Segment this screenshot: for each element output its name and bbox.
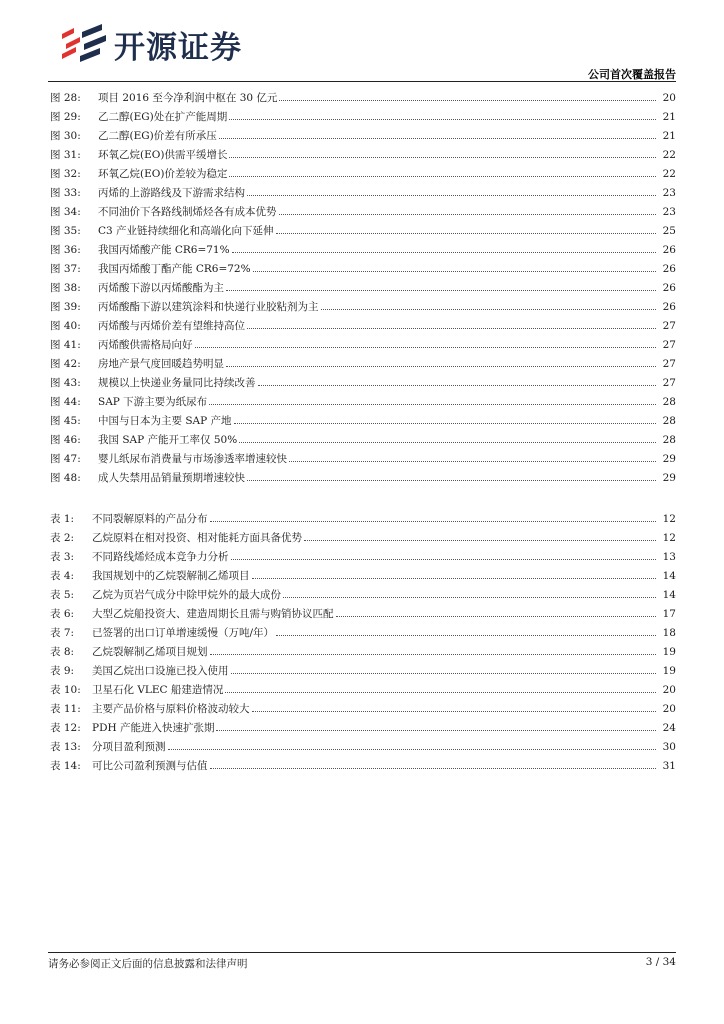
toc-title: 乙二醇(EG)处在扩产能周期 bbox=[98, 111, 228, 123]
toc-page: 28 bbox=[662, 396, 676, 408]
toc-label: 图 34: bbox=[50, 206, 81, 218]
toc-leader bbox=[247, 479, 656, 481]
toc-leader bbox=[229, 175, 656, 177]
toc-title: 美国乙烷出口设施已投入使用 bbox=[92, 665, 229, 677]
toc-label: 表 4: bbox=[50, 570, 75, 582]
toc-page: 31 bbox=[662, 760, 676, 772]
toc-page: 17 bbox=[662, 608, 676, 620]
toc-label: 表 2: bbox=[50, 532, 75, 544]
toc-title: 乙烷裂解制乙烯项目规划 bbox=[92, 646, 208, 658]
toc-title: 规模以上快递业务量同比持续改善 bbox=[98, 377, 256, 389]
toc-page: 28 bbox=[662, 415, 676, 427]
toc-entry[interactable] bbox=[50, 700, 676, 719]
toc-title: 我国 SAP 产能开工率仅 50% bbox=[98, 434, 238, 446]
toc-entry[interactable] bbox=[50, 336, 676, 355]
toc-leader bbox=[258, 384, 657, 386]
toc-entry[interactable] bbox=[50, 355, 676, 374]
footer-divider bbox=[48, 952, 676, 953]
toc-label: 图 32: bbox=[50, 168, 81, 180]
toc-leader bbox=[239, 441, 656, 443]
toc-entry[interactable] bbox=[50, 643, 676, 662]
toc-page: 19 bbox=[662, 665, 676, 677]
toc-leader bbox=[232, 251, 656, 253]
toc-label: 图 35: bbox=[50, 225, 81, 237]
brand-mark-icon bbox=[58, 22, 110, 66]
toc-entry[interactable] bbox=[50, 393, 676, 412]
toc-title: 大型乙烷船投资大、建造周期长且需与购销协议匹配 bbox=[92, 608, 334, 620]
toc-label: 表 10: bbox=[50, 684, 81, 696]
toc-page: 24 bbox=[662, 722, 676, 734]
toc-title: 我国丙烯酸丁酯产能 CR6=72% bbox=[98, 263, 251, 275]
toc-page: 26 bbox=[662, 301, 676, 313]
toc-title: 房地产景气度回暖趋势明显 bbox=[98, 358, 224, 370]
report-type-label: 公司首次覆盖报告 bbox=[588, 68, 676, 81]
toc-label: 图 38: bbox=[50, 282, 81, 294]
toc-title: 丙烯的上游路线及下游需求结构 bbox=[98, 187, 245, 199]
toc-page: 20 bbox=[662, 92, 676, 104]
toc-title: SAP 下游主要为纸尿布 bbox=[98, 396, 208, 408]
toc-leader bbox=[231, 558, 657, 560]
toc-title: 不同裂解原料的产品分布 bbox=[92, 513, 208, 525]
toc-leader bbox=[321, 308, 657, 310]
toc-leader bbox=[229, 156, 656, 158]
toc-entry[interactable] bbox=[50, 431, 676, 450]
toc-label: 图 30: bbox=[50, 130, 81, 142]
toc-entry[interactable] bbox=[50, 89, 676, 108]
toc-entry[interactable] bbox=[50, 279, 676, 298]
toc-leader bbox=[252, 577, 657, 579]
toc-entry[interactable] bbox=[50, 108, 676, 127]
table-toc-list bbox=[50, 510, 676, 776]
toc-leader bbox=[289, 460, 656, 462]
toc-entry[interactable] bbox=[50, 624, 676, 643]
toc-page: 27 bbox=[662, 339, 676, 351]
toc-title: 中国与日本为主要 SAP 产地 bbox=[98, 415, 232, 427]
toc-page: 23 bbox=[662, 206, 676, 218]
toc-label: 表 7: bbox=[50, 627, 75, 639]
toc-entry[interactable] bbox=[50, 222, 676, 241]
toc-entry[interactable] bbox=[50, 529, 676, 548]
toc-entry[interactable] bbox=[50, 184, 676, 203]
toc-page: 14 bbox=[662, 570, 676, 582]
toc-entry[interactable] bbox=[50, 260, 676, 279]
toc-page: 26 bbox=[662, 282, 676, 294]
toc-page: 26 bbox=[662, 244, 676, 256]
toc-title: 已签署的出口订单增速缓慢（万吨/年） bbox=[92, 627, 275, 639]
toc-title: 卫星石化 VLEC 船建造情况 bbox=[92, 684, 224, 696]
figure-toc-list bbox=[50, 89, 676, 488]
toc-title: 丙烯酸与丙烯价差有望维持高位 bbox=[98, 320, 245, 332]
brand-logo bbox=[58, 22, 242, 66]
toc-leader bbox=[219, 137, 656, 139]
toc-leader bbox=[195, 346, 657, 348]
toc-label: 表 1: bbox=[50, 513, 75, 525]
toc-leader bbox=[247, 194, 656, 196]
toc-page: 27 bbox=[662, 377, 676, 389]
toc-leader bbox=[210, 653, 657, 655]
toc-label: 图 40: bbox=[50, 320, 81, 332]
toc-leader bbox=[279, 213, 657, 215]
toc-title: 乙烷为页岩气成分中除甲烷外的最大成份 bbox=[92, 589, 281, 601]
toc-label: 表 3: bbox=[50, 551, 75, 563]
toc-title: 不同油价下各路线制烯烃各有成本优势 bbox=[98, 206, 277, 218]
toc-title: 丙烯酸供需格局向好 bbox=[98, 339, 193, 351]
toc-page: 29 bbox=[662, 453, 676, 465]
toc-entry[interactable] bbox=[50, 719, 676, 738]
toc-page: 19 bbox=[662, 646, 676, 658]
toc-leader bbox=[226, 289, 656, 291]
toc-title: 可比公司盈利预测与估值 bbox=[92, 760, 208, 772]
toc-title: 丙烯酸酯下游以建筑涂料和快递行业胶粘剂为主 bbox=[98, 301, 319, 313]
toc-page: 20 bbox=[662, 703, 676, 715]
toc-leader bbox=[252, 710, 657, 712]
toc-leader bbox=[229, 118, 656, 120]
toc-page: 28 bbox=[662, 434, 676, 446]
toc-label: 图 42: bbox=[50, 358, 81, 370]
toc-title: 乙烷原料在相对投资、相对能耗方面具备优势 bbox=[92, 532, 302, 544]
toc-page: 27 bbox=[662, 358, 676, 370]
toc-entry[interactable] bbox=[50, 374, 676, 393]
toc-label: 图 45: bbox=[50, 415, 81, 427]
toc-label: 图 43: bbox=[50, 377, 81, 389]
toc-entry[interactable] bbox=[50, 605, 676, 624]
toc-title: 丙烯酸下游以丙烯酸酯为主 bbox=[98, 282, 224, 294]
toc-label: 表 11: bbox=[50, 703, 81, 715]
toc-label: 图 41: bbox=[50, 339, 81, 351]
page-number: 3 / 34 bbox=[645, 956, 676, 968]
toc-leader bbox=[168, 748, 657, 750]
toc-page: 22 bbox=[662, 168, 676, 180]
toc-label: 图 48: bbox=[50, 472, 81, 484]
toc-entry[interactable] bbox=[50, 146, 676, 165]
toc-entry[interactable] bbox=[50, 298, 676, 317]
toc-page: 14 bbox=[662, 589, 676, 601]
toc-entry[interactable] bbox=[50, 450, 676, 469]
toc-title: 我国规划中的乙烷裂解制乙烯项目 bbox=[92, 570, 250, 582]
toc-entry[interactable] bbox=[50, 412, 676, 431]
toc-leader bbox=[276, 634, 656, 636]
toc-label: 表 13: bbox=[50, 741, 81, 753]
toc-entry[interactable] bbox=[50, 681, 676, 700]
toc-leader bbox=[279, 99, 656, 101]
toc-title: PDH 产能进入快速扩张期 bbox=[92, 722, 215, 734]
toc-entry[interactable] bbox=[50, 203, 676, 222]
toc-entry[interactable] bbox=[50, 317, 676, 336]
toc-leader bbox=[226, 365, 656, 367]
toc-page: 30 bbox=[662, 741, 676, 753]
toc-page: 18 bbox=[662, 627, 676, 639]
toc-page: 29 bbox=[662, 472, 676, 484]
toc-entry[interactable] bbox=[50, 127, 676, 146]
toc-leader bbox=[336, 615, 657, 617]
toc-page: 23 bbox=[662, 187, 676, 199]
brand-name: 开源证券 bbox=[114, 29, 242, 66]
toc-label: 图 39: bbox=[50, 301, 81, 313]
toc-entry[interactable] bbox=[50, 738, 676, 757]
toc-page: 22 bbox=[662, 149, 676, 161]
toc-label: 图 47: bbox=[50, 453, 81, 465]
toc-title: C3 产业链持续细化和高端化向下延伸 bbox=[98, 225, 274, 237]
toc-label: 图 44: bbox=[50, 396, 81, 408]
toc-page: 27 bbox=[662, 320, 676, 332]
toc-label: 图 31: bbox=[50, 149, 81, 161]
toc-entry[interactable] bbox=[50, 165, 676, 184]
toc-title: 乙二醇(EG)价差有所承压 bbox=[98, 130, 217, 142]
toc-entry[interactable] bbox=[50, 662, 676, 681]
header-divider bbox=[48, 81, 676, 82]
toc-entry[interactable] bbox=[50, 586, 676, 605]
toc-entry[interactable] bbox=[50, 567, 676, 586]
toc-leader bbox=[276, 232, 656, 234]
toc-leader bbox=[304, 539, 656, 541]
toc-leader bbox=[231, 672, 657, 674]
toc-leader bbox=[234, 422, 656, 424]
toc-title: 我国丙烯酸产能 CR6=71% bbox=[98, 244, 230, 256]
toc-leader bbox=[210, 767, 657, 769]
toc-title: 环氧乙烷(EO)供需平缓增长 bbox=[98, 149, 228, 161]
toc-title: 环氧乙烷(EO)价差较为稳定 bbox=[98, 168, 228, 180]
toc-label: 表 8: bbox=[50, 646, 75, 658]
toc-entry[interactable] bbox=[50, 510, 676, 529]
toc-label: 图 36: bbox=[50, 244, 81, 256]
toc-label: 图 28: bbox=[50, 92, 81, 104]
toc-label: 表 12: bbox=[50, 722, 81, 734]
toc-label: 图 29: bbox=[50, 111, 81, 123]
toc-leader bbox=[210, 520, 657, 522]
toc-label: 图 46: bbox=[50, 434, 81, 446]
toc-label: 表 14: bbox=[50, 760, 81, 772]
toc-page: 26 bbox=[662, 263, 676, 275]
toc-entry[interactable] bbox=[50, 757, 676, 776]
toc-entry[interactable] bbox=[50, 469, 676, 488]
toc-label: 图 33: bbox=[50, 187, 81, 199]
toc-title: 主要产品价格与原料价格波动较大 bbox=[92, 703, 250, 715]
footer-disclaimer: 请务必参阅正文后面的信息披露和法律声明 bbox=[48, 958, 248, 970]
toc-title: 成人失禁用品销量预期增速较快 bbox=[98, 472, 245, 484]
toc-leader bbox=[225, 691, 656, 693]
toc-leader bbox=[209, 403, 656, 405]
toc-title: 分项目盈利预测 bbox=[92, 741, 166, 753]
toc-page: 12 bbox=[662, 513, 676, 525]
toc-page: 25 bbox=[662, 225, 676, 237]
toc-label: 表 6: bbox=[50, 608, 75, 620]
toc-leader bbox=[283, 596, 656, 598]
toc-entry[interactable] bbox=[50, 548, 676, 567]
toc-page: 13 bbox=[662, 551, 676, 563]
toc-title: 项目 2016 至今净利润中枢在 30 亿元 bbox=[98, 92, 278, 104]
toc-page: 21 bbox=[662, 111, 676, 123]
toc-leader bbox=[247, 327, 656, 329]
toc-title: 不同路线烯烃成本竞争力分析 bbox=[92, 551, 229, 563]
toc-page: 21 bbox=[662, 130, 676, 142]
toc-entry[interactable] bbox=[50, 241, 676, 260]
toc-page: 12 bbox=[662, 532, 676, 544]
toc-title: 婴儿纸尿布消费量与市场渗透率增速较快 bbox=[98, 453, 287, 465]
toc-page: 20 bbox=[662, 684, 676, 696]
toc-label: 表 5: bbox=[50, 589, 75, 601]
toc-label: 表 9: bbox=[50, 665, 75, 677]
toc-leader bbox=[216, 729, 656, 731]
toc-leader bbox=[253, 270, 656, 272]
toc-label: 图 37: bbox=[50, 263, 81, 275]
